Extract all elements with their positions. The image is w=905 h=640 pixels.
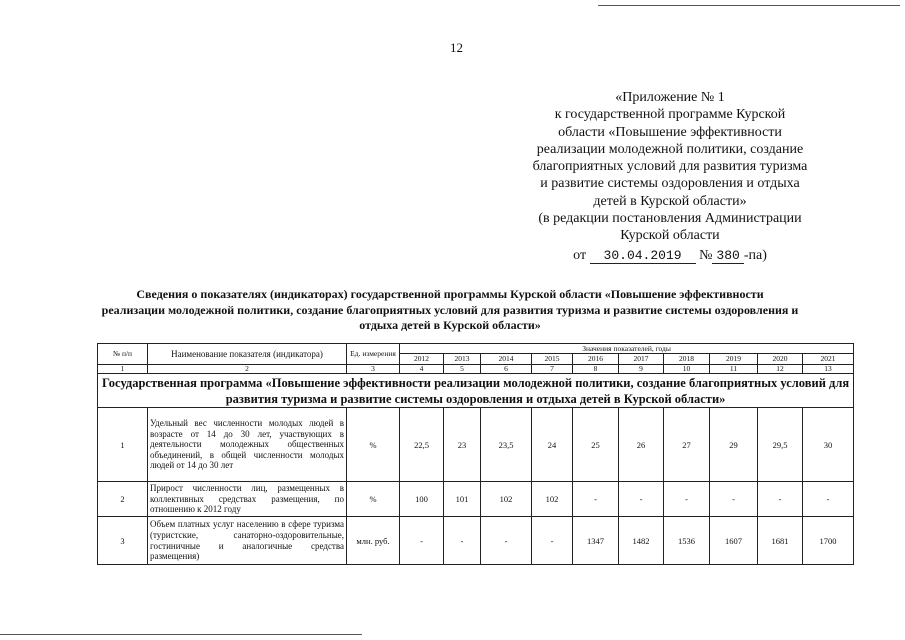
number-prefix: № xyxy=(699,247,713,263)
column-number: 5 xyxy=(444,365,481,374)
scan-line-top xyxy=(598,5,900,6)
column-number: 9 xyxy=(619,365,664,374)
column-number: 7 xyxy=(532,365,573,374)
value-cell: 102 xyxy=(481,482,532,517)
row-num: 2 xyxy=(98,482,148,517)
value-cell: - xyxy=(803,482,854,517)
value-cell: 101 xyxy=(444,482,481,517)
header-unit: Ед. измерения xyxy=(347,344,400,365)
column-number-row xyxy=(98,365,854,374)
value-cell: 23 xyxy=(444,408,481,482)
page-number: 12 xyxy=(450,40,463,55)
column-number: 4 xyxy=(400,365,444,374)
row-num: 3 xyxy=(98,517,148,565)
indicator-unit: % xyxy=(347,482,400,517)
value-cell: 100 xyxy=(400,482,444,517)
column-number: 6 xyxy=(481,365,532,374)
value-cell: 1482 xyxy=(619,517,664,565)
table-row xyxy=(98,408,854,482)
table-header-row xyxy=(98,344,854,354)
indicator-name: Удельный вес численности молодых людей в возрасте от 14 до 30 лет, участвующих в деятельности молодежных общественных объединений, в общей численности молодых людей от 14 до 30 лет xyxy=(148,408,347,482)
heading-line: реализации молодежной политики, создание благоприятных условий для развития туризма и развитие системы оздоровления и xyxy=(101,302,799,317)
value-cell: 22,5 xyxy=(400,408,444,482)
year-header: 2012 xyxy=(400,354,444,365)
column-number: 11 xyxy=(710,365,758,374)
column-number: 2 xyxy=(148,365,347,374)
header-name: Наименование показателя (индикатора) xyxy=(148,344,347,365)
value-cell: - xyxy=(532,517,573,565)
value-cell: 29 xyxy=(710,408,758,482)
value-cell: 1347 xyxy=(573,517,619,565)
header-values-group: Значения показателей, годы xyxy=(400,344,854,354)
appendix-line: реализации молодежной политики, создание xyxy=(536,141,804,157)
column-number: 12 xyxy=(758,365,803,374)
row-num: 1 xyxy=(98,408,148,482)
program-title: Государственная программа «Повышение эффективности реализации молодежной политики, создание благоприятных условий для развития туризма и развитие системы оздоровления и отдыха детей в Курской области» xyxy=(98,374,854,408)
indicator-unit: % xyxy=(347,408,400,482)
value-cell: 24 xyxy=(532,408,573,482)
value-cell: 1607 xyxy=(710,517,758,565)
year-header: 2015 xyxy=(532,354,573,365)
year-header: 2021 xyxy=(803,354,854,365)
year-header: 2017 xyxy=(619,354,664,365)
indicator-unit: млн. руб. xyxy=(347,517,400,565)
value-cell: 25 xyxy=(573,408,619,482)
appendix-line: и развитие системы оздоровления и отдыха xyxy=(540,176,800,192)
document-heading xyxy=(70,287,830,334)
year-header: 2013 xyxy=(444,354,481,365)
number-suffix: -па) xyxy=(743,247,767,263)
scan-line-bottom xyxy=(0,634,362,635)
value-cell: - xyxy=(573,482,619,517)
appendix-line: Курской области xyxy=(620,228,720,244)
column-number: 3 xyxy=(347,365,400,374)
value-cell: 29,5 xyxy=(758,408,803,482)
appendix-line: благоприятных условий для развития туризма xyxy=(532,159,808,175)
column-number: 1 xyxy=(98,365,148,374)
value-cell: 27 xyxy=(664,408,710,482)
date-prefix: от xyxy=(573,247,587,263)
value-cell: 1681 xyxy=(758,517,803,565)
value-cell: - xyxy=(444,517,481,565)
value-cell: - xyxy=(481,517,532,565)
value-cell: - xyxy=(758,482,803,517)
heading-line: отдыха детей в Курской области» xyxy=(359,318,541,332)
header-num: № п/п xyxy=(98,344,148,365)
value-cell: - xyxy=(400,517,444,565)
value-cell: 1536 xyxy=(664,517,710,565)
appendix-line: (в редакции постановления Администрации xyxy=(538,211,802,227)
year-header: 2020 xyxy=(758,354,803,365)
indicator-name: Прирост численности лиц, размещенных в коллективных средствах размещения, по отношению к 2012 году xyxy=(148,482,347,517)
value-cell: 1700 xyxy=(803,517,854,565)
appendix-block xyxy=(500,89,840,264)
year-header: 2014 xyxy=(481,354,532,365)
document-date: 30.04.2019 xyxy=(590,249,696,264)
value-cell: 26 xyxy=(619,408,664,482)
year-header: 2018 xyxy=(664,354,710,365)
appendix-line: «Приложение № 1 xyxy=(615,90,725,105)
program-title-row xyxy=(98,374,854,408)
value-cell: 23,5 xyxy=(481,408,532,482)
value-cell: - xyxy=(664,482,710,517)
indicators-table xyxy=(97,343,854,565)
year-header: 2019 xyxy=(710,354,758,365)
indicator-name: Объем платных услуг населению в сфере туризма (туристские, санаторно-оздоровительные, гостиничные и аналогичные средства размещения) xyxy=(148,517,347,565)
appendix-line: детей в Курской области» xyxy=(593,193,747,209)
value-cell: - xyxy=(710,482,758,517)
column-number: 8 xyxy=(573,365,619,374)
heading-line: Сведения о показателях (индикаторах) государственной программы Курской области «Повышение эффективности xyxy=(136,287,764,301)
year-header: 2016 xyxy=(573,354,619,365)
value-cell: 30 xyxy=(803,408,854,482)
column-number: 10 xyxy=(664,365,710,374)
appendix-date-line xyxy=(500,247,840,264)
appendix-line: к государственной программе Курской xyxy=(554,107,786,123)
table-row xyxy=(98,482,854,517)
appendix-line: области «Повышение эффективности xyxy=(558,124,782,140)
document-number: 380 xyxy=(712,249,743,264)
column-number: 13 xyxy=(803,365,854,374)
value-cell: - xyxy=(619,482,664,517)
value-cell: 102 xyxy=(532,482,573,517)
table-row xyxy=(98,517,854,565)
